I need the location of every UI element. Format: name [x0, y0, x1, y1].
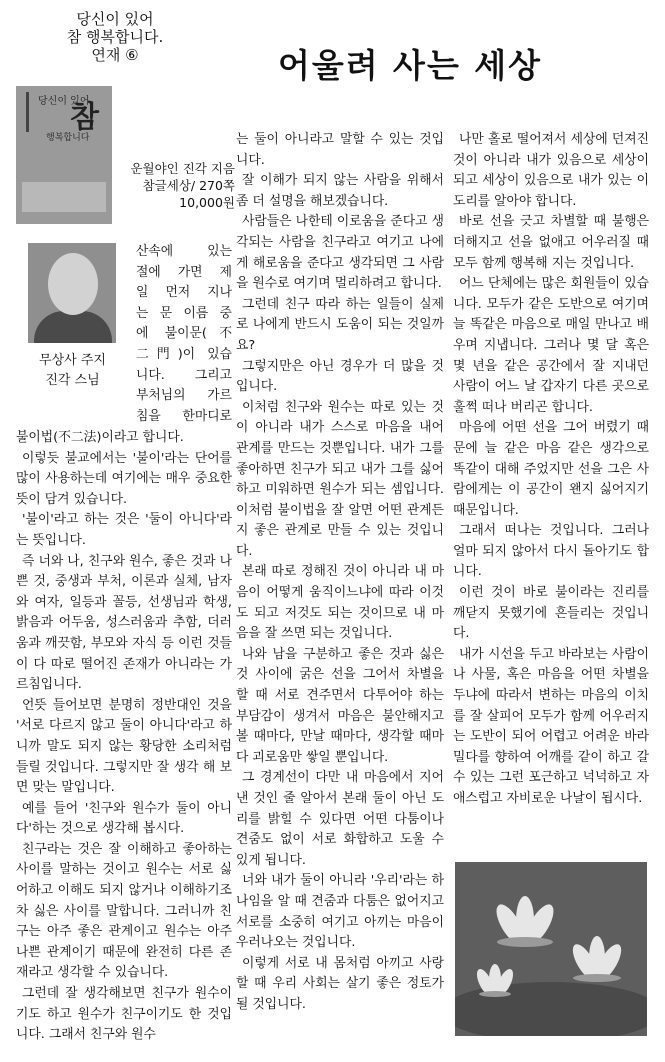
paragraph: 이렇듯 불교에서는 '불이'라는 단어를 많이 사용하는데 여기에는 매우 중요한 뜻이 담겨 있습니다. [16, 450, 232, 507]
book-cover-big-text: 참 [70, 100, 99, 135]
column1-body [16, 428, 232, 1046]
intro-line: 침을 한마디로 [136, 408, 232, 424]
author-photo [28, 243, 116, 343]
book-info-line: 운월야인 진각 지음 [130, 161, 235, 176]
paragraph: 예를 들어 '친구와 원수가 둘이 아니다'하는 것으로 생각해 봅시다. [16, 800, 232, 837]
lotus-photo [455, 862, 647, 1036]
intro-line: 二門)이 있습 [136, 346, 232, 362]
paragraph: 이런 것이 바로 불이라는 진리를 깨닫지 못했기에 흔들리는 것입니다. [453, 585, 649, 642]
paragraph: 내가 시선을 두고 바라보는 사람이나 사물, 혹은 마음을 어떤 차별을 두냐에 따라서 변하는 마음의 이치를 잘 살피어 모두가 함께 어우러지는 도반이 되어 어렵고 어려운 바라밀다를 향하여 어깨를 같이 하고 갈 수 있는 그런 포근하고 넉넉하고 자애스럽고 자비로운 나날이 됩시다. [453, 646, 649, 806]
book-cover-subtitle: 행복합니다 [46, 133, 90, 143]
intro-line: 니다. 그리고 [136, 367, 232, 383]
book-info [110, 160, 235, 211]
paragraph: 그런데 친구 따라 하는 일들이 실제로 나에게 반드시 도움이 되는 것일까요? [236, 296, 444, 353]
book-cover-small-text: 당신이 있어 [38, 96, 90, 107]
paragraph: 친구라는 것은 잘 이해하고 좋아하는 사이를 말하는 것이고 원수는 서로 싫어하고 이해도 되지 않거나 이해하기조차 싫은 사이를 말합니다. 그러니까 친구는 아주 좋은 관계이고 원수는 아주 나쁜 관계이기 때문에 완전히 다른 존재라고 생각할 수 있습니다. [16, 841, 232, 981]
caption-line: 진각 스님 [45, 373, 100, 388]
book-info-line: 10,000원 [179, 195, 235, 210]
column3-body [453, 130, 649, 810]
lotus-illustration [455, 862, 647, 1036]
paragraph: 바로 선을 긋고 차별할 때 불행은 더해지고 선을 없애고 어우러질 때 모두 함께 행복해 지는 것입니다. [453, 214, 649, 271]
intro-line: 는 문 이름 중 [136, 305, 232, 321]
book-info-line: 참글세상/ 270쪽 [142, 178, 235, 193]
paragraph: 이처럼 친구와 원수는 따로 있는 것이 아니라 내가 스스로 마음을 내어 관계를 만드는 것뿐입니다. 내가 그를 좋아하면 친구가 되고 내가 그를 싫어하고 미워하면 원수가 되는 셈입니다. 이처럼 불이법을 잘 알면 어떤 관계든지 좋은 관계로 만들 수 있는 것입니다. [236, 399, 444, 559]
series-line: 연재 ⑥ [91, 46, 139, 64]
column2-body [236, 130, 444, 1016]
column1-intro [136, 242, 232, 427]
book-cover-image [16, 86, 112, 224]
paragraph: 마음에 어떤 선을 그어 버렸기 때문에 늘 같은 마음 같은 생각으로 똑같이 대해 주었지만 선을 그은 사람에게는 이 공간이 왠지 싫어지기 때문입니다. [453, 420, 649, 518]
paragraph: 잘 이해가 되지 않는 사람을 위해서 좀 더 설명을 해보겠습니다. [236, 173, 444, 209]
paragraph: 그 경계선이 다만 내 마음에서 지어낸 것인 줄 알아서 본래 둘이 아닌 도리를 밝힐 수 있다면 어떤 다툼이나 견줌도 없이 서로 화합하고 도울 수 있게 됩니다. [236, 770, 444, 868]
paragraph: 는 둘이 아니라고 말할 수 있는 것입니다. [236, 132, 444, 168]
paragraph: 이렇게 서로 내 몸처럼 아끼고 사랑할 때 우리 사회는 살기 좋은 정토가 될 것입니다. [236, 955, 444, 1012]
paragraph: 그래서 떠나는 것입니다. 그러나 얼마 되지 않아서 다시 돌아기도 합니다. [453, 523, 649, 580]
intro-line: 산속에 있는 [136, 244, 232, 259]
paragraph: 사람들은 나한테 이로움을 준다고 생각되는 사람을 친구라고 여기고 나에게 해로움을 준다고 생각되면 그 사람을 원수로 여기며 멀리하려고 합니다. [236, 214, 444, 292]
paragraph: '불이'라고 하는 것은 '둘이 아니다'라는 뜻입니다. [16, 512, 232, 548]
paragraph: 너와 내가 둘이 아니라 '우리'라는 하나임을 알 때 견줌과 다툼은 없어지고 서로를 소중히 여기고 아끼는 마음이 우러나오는 것입니다. [236, 873, 444, 951]
paragraph: 나와 남을 구분하고 좋은 것과 싫은 것 사이에 굵은 선을 그어서 차별을 할 때 서로 견주면서 다투어야 하는 부담감이 생겨서 마음은 불안해지고 볼 때마다, 만날 때마다, 생각할 때마다 괴로움만 쌓일 뿐입니다. [236, 646, 444, 765]
caption-line: 무상사 주지 [39, 353, 106, 368]
intro-line: 부처님의 가르 [136, 388, 232, 404]
paragraph: 나만 홀로 떨어져서 세상에 던져진 것이 아니라 내가 있음으로 세상이 되고 세상이 있음으로 내가 있는 이 도리를 알아야 합니다. [453, 132, 649, 209]
intro-line: 일 먼저 지나 [136, 285, 232, 301]
author-caption [20, 351, 125, 391]
paragraph: 불이법(不二法)이라고 합니다. [16, 430, 184, 445]
paragraph: 본래 따로 정해진 것이 아니라 내 마음이 어떻게 움직이느냐에 따라 이것도 되고 저것도 되는 것이므로 내 마음을 잘 쓰면 되는 것입니다. [236, 564, 444, 642]
series-line: 참 행복합니다. [66, 28, 164, 46]
paragraph: 즉 너와 나, 친구와 원수, 좋은 것과 나쁜 것, 중생과 부처, 이론과 실체, 남자와 여자, 일등과 꼴등, 선생님과 학생, 밝음과 어두움, 성스러움과 추함, 더러움과 깨끗함, 부모와 자식 등 이런 것들이 다 따로 떨어진 존재가 아니라는 가르침입니다. [16, 553, 232, 693]
intro-line: 절에 가면 제 [136, 264, 232, 280]
paragraph: 그렇지만은 아닌 경우가 더 많을 것입니다. [236, 358, 444, 395]
series-heading [40, 10, 190, 64]
intro-line: 에 불이문(不 [136, 326, 232, 342]
series-line: 당신이 있어 [76, 10, 154, 28]
paragraph: 어느 단체에는 많은 회원들이 있습니다. 모두가 같은 도반으로 여기며 늘 똑같은 마음으로 매일 만나고 배우며 지냅니다. 그러나 몇 달 혹은 몇 년을 같은 공간에서 잘 지내던 사람이 어느 날 갑자기 다른 곳으로 훌쩍 떠나 버리곤 합니다. [453, 276, 649, 415]
paragraph: 언뜻 들어보면 분명히 정반대인 것을 '서로 다르지 않고 둘이 아니다'라고 하니까 말도 되지 않는 황당한 소리처럼 들릴 것입니다. 그렇지만 잘 생각 해 보면 맞는 말입니다. [16, 697, 232, 796]
paragraph: 그런데 잘 생각해보면 친구가 원수이기도 하고 원수가 친구이기도 한 것입니다. 그래서 친구와 원수 [16, 986, 232, 1043]
article-title: 어울려 사는 세상 [277, 46, 543, 85]
